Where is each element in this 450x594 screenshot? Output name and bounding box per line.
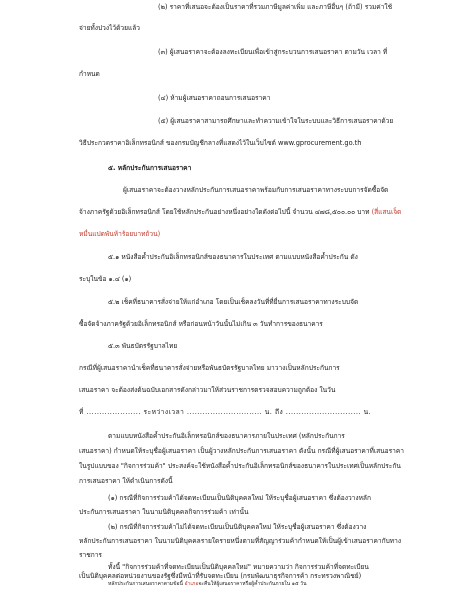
text-span: จะคืนให้ผู้เสนอราคาหรือผู้ค้ำประกันภายใน ๑๕ วัน xyxy=(198,581,307,587)
text-line: วิธีประกวดราคาอิเล็กทรอนิกส์ ของกรมบัญชีกลางที่แสดงไว้ในเว็บไซต์ www.gprocurement.go.th xyxy=(79,139,362,147)
text-line: (๓) ผู้เสนอราคาจะต้องลงทะเบียนเพื่อเข้าสู่กระบวนการเสนอราคา ตามวัน เวลา ที่ xyxy=(158,48,388,56)
text-line: กรณีที่ผู้เสนอราคานำเช็คที่ธนาคารสั่งจ่ายหรือพันธบัตรรัฐบาลไทย มาวางเป็นหลักประกันการ xyxy=(79,364,340,372)
district-red: อำเภอ xyxy=(184,581,199,587)
text-line: กำหนด xyxy=(79,70,100,78)
text-line: ตามแบบหนังสือค้ำประกันอิเล็กทรอนิกส์ของธนาคารภายในประเทศ (หลักประกันการ xyxy=(108,432,345,440)
text-line: ๕.๒ เช็คที่ธนาคารสั่งจ่ายให้แก่อำเภอ โดยเป็นเช็คลงวันที่ที่ยื่นการเสนอราคาทางระบบจัด xyxy=(108,298,359,306)
text-line: ระบุในข้อ ๑.๔ (๑) xyxy=(79,275,132,283)
text-line: (๑) กรณีที่กิจการร่วมค้าได้จดทะเบียนเป็นนิติบุคคลใหม่ ให้ระบุชื่อผู้เสนอราคา ซึ่งต้องวางหลัก xyxy=(108,494,371,502)
text-line: ๕.๓ พันธบัตรรัฐบาลไทย xyxy=(108,342,178,350)
text-line: เสนอราคา จะต้องส่งต้นฉบับเอกสารดังกล่าวมาให้ส่วนราชการตรวจสอบความถูกต้อง ในวัน xyxy=(79,386,336,394)
text-line: จ่ายทั้งปวงไว้ด้วยแล้ว xyxy=(79,24,140,32)
text-line: ทั้งนี้ "กิจการร่วมค้าที่จดทะเบียนเป็นนิติบุคคลใหม่" หมายความว่า กิจการร่วมค้าที่จดทะเบียน xyxy=(108,563,369,571)
text-line: (๔) ห้ามผู้เสนอราคาถอนการเสนอราคา xyxy=(158,94,271,102)
text-line: ประกันการเสนอราคา ในนามนิติบุคคลกิจการร่วมค้า เท่านั้น xyxy=(79,508,249,516)
amount-words-red: (สี่แสนเจ็ด xyxy=(371,208,402,216)
text-line: เสนอราคา) กำหนดให้ระบุชื่อผู้เสนอราคา เป็นผู้วางหลักประกันการเสนอราคา ดังนั้น กรณีที่ผู้เสนอราคาที่เสนอราคา xyxy=(79,447,404,455)
text-line: (๒) กรณีที่กิจการร่วมค้าไม่ได้จดทะเบียนเป็นนิติบุคคลใหม่ ให้ระบุชื่อผู้เสนอราคา ซึ่งต้องวาง xyxy=(108,523,367,531)
text-line: ซื้อจัดจ้างภาครัฐด้วยอิเล็กทรอนิกส์ หรือก่อนหน้าวันนั้นไม่เกิน ๓ วันทำการของธนาคาร xyxy=(79,320,323,328)
text-line: หลักประกันการเสนอราคา ในนามนิติบุคคลรายใดรายหนึ่งตามที่สัญญาร่วมค้ากำหนดให้เป็นผู้เข้าเสนอราคากับทาง xyxy=(79,537,402,545)
section-heading: ๕. หลักประกันการเสนอราคา xyxy=(108,164,192,172)
text-line: ราชการ xyxy=(79,551,102,559)
text-line xyxy=(108,581,307,587)
amount-words-red: หมื่นแปดพันห้าร้อยบาทถ้วน) xyxy=(79,230,161,238)
text-line: ๕.๑ หนังสือค้ำประกันอิเล็กทรอนิกส์ของธนาคารในประเทศ ตามแบบหนังสือค้ำประกัน ดัง xyxy=(108,253,358,261)
text-line: ที่ ..................... ระหว่างเวลา ............................. น. ถึง ............................. น. xyxy=(79,408,372,416)
text-line: เป็นนิติบุคคลต่อหน่วยงานของรัฐซึ่งมีหน้าที่รับจดทะเบียน (กรมพัฒนาธุรกิจการค้า กระทรวงพาณิชย์) xyxy=(79,572,362,580)
amount-text: จ้างภาครัฐด้วยอิเล็กทรอนิกส์ โดยใช้หลักประกันอย่างหนึ่งอย่างใดดังต่อไปนี้ จำนวน ๔๗๘,๕๐๐.๐๐ บาท xyxy=(79,208,372,216)
text-line: (๕) ผู้เสนอราคาสามารถศึกษาและทำความเข้าใจในระบบและวิธีการเสนอราคาด้วย xyxy=(158,117,394,125)
text-line: ในรูปแบบของ "กิจการร่วมค้า" ประสงค์จะใช้หนังสือค้ำประกันอิเล็กทรอนิกส์ของธนาคารในประเทศเป็นหลักประกัน xyxy=(79,462,401,470)
text-span: หลักประกันการเสนอราคาตามข้อนี้ xyxy=(108,581,185,587)
text-line: การเสนอราคา ให้ดำเนินการดังนี้ xyxy=(79,477,173,485)
text-line: (๒) ราคาที่เสนอจะต้องเป็นราคาที่รวมภาษีมูลค่าเพิ่ม และภาษีอื่นๆ (ถ้ามี) รวมค่าใช้ xyxy=(158,3,393,11)
text-line: ผู้เสนอราคาจะต้องวางหลักประกันการเสนอราคาพร้อมกับการเสนอราคาทางระบบการจัดซื้อจัด xyxy=(123,186,389,194)
text-line xyxy=(79,208,401,217)
